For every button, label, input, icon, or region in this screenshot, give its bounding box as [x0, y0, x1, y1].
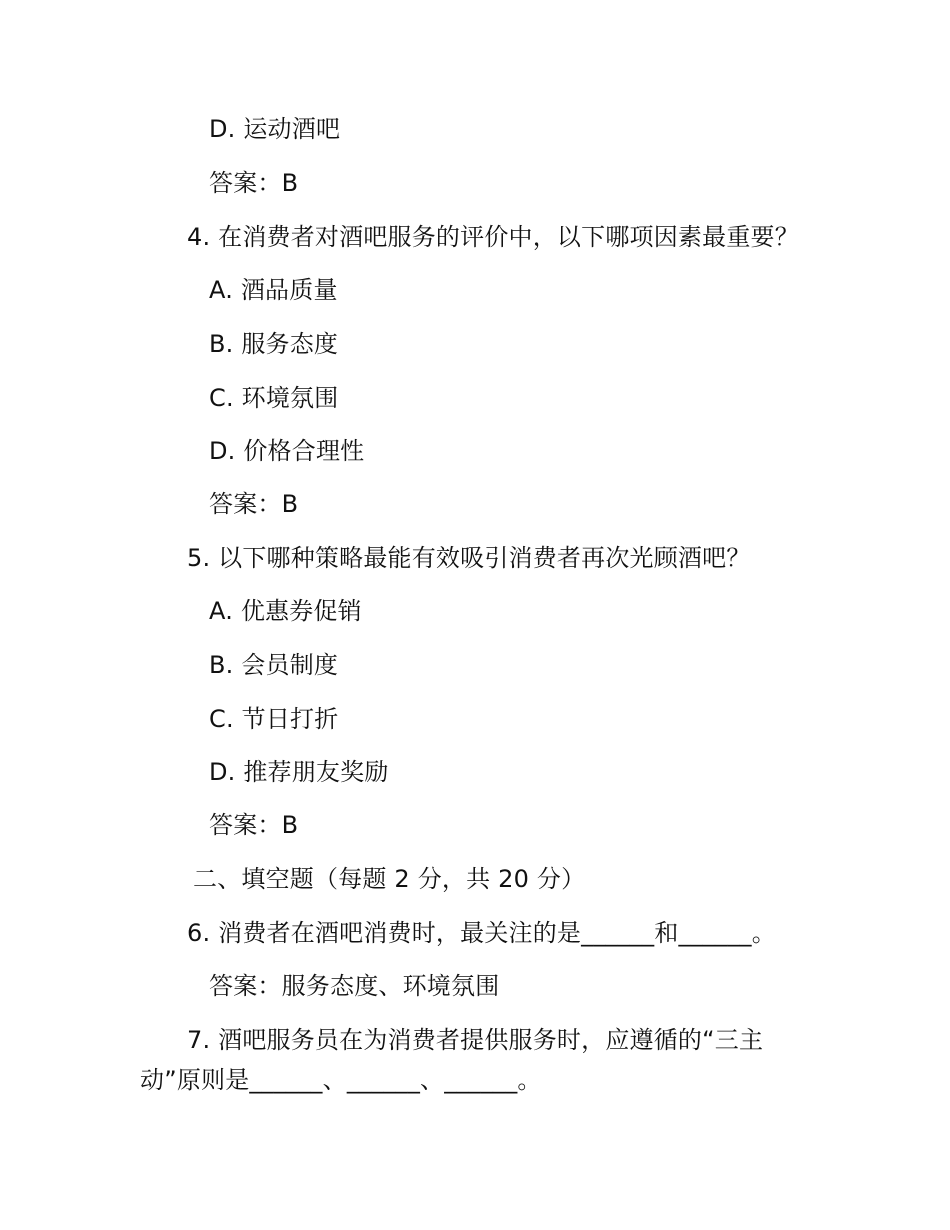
q4-answer: 答案：B [209, 490, 299, 518]
q5-answer: 答案：B [209, 811, 299, 839]
q3-option-d: D. 运动酒吧 [209, 115, 341, 143]
q3-answer: 答案：B [209, 169, 299, 197]
q5-option-b: B. 会员制度 [209, 651, 339, 679]
q4-option-c: C. 环境氛围 [209, 384, 339, 412]
q5-question: 5. 以下哪种策略最能有效吸引消费者再次光顾酒吧？ [187, 544, 751, 572]
q4-question: 4. 在消费者对酒吧服务的评价中，以下哪项因素最重要？ [187, 223, 799, 251]
q4-option-a: A. 酒品质量 [209, 276, 338, 304]
section-2-title: 二、填空题（每题 2 分，共 20 分） [193, 865, 586, 893]
q4-option-b: B. 服务态度 [209, 330, 339, 358]
q7-question-line-2: 动”原则是______、______、______。 [140, 1066, 542, 1094]
q5-option-a: A. 优惠券促销 [209, 597, 362, 625]
q6-question: 6. 消费者在酒吧消费时，最关注的是______和______。 [187, 919, 776, 947]
q7-question-line-1: 7. 酒吧服务员在为消费者提供服务时，应遵循的“三主 [187, 1026, 764, 1054]
q5-option-d: D. 推荐朋友奖励 [209, 758, 389, 786]
q6-answer: 答案：服务态度、环境氛围 [209, 972, 500, 1000]
q4-option-d: D. 价格合理性 [209, 437, 365, 465]
q5-option-c: C. 节日打折 [209, 705, 339, 733]
